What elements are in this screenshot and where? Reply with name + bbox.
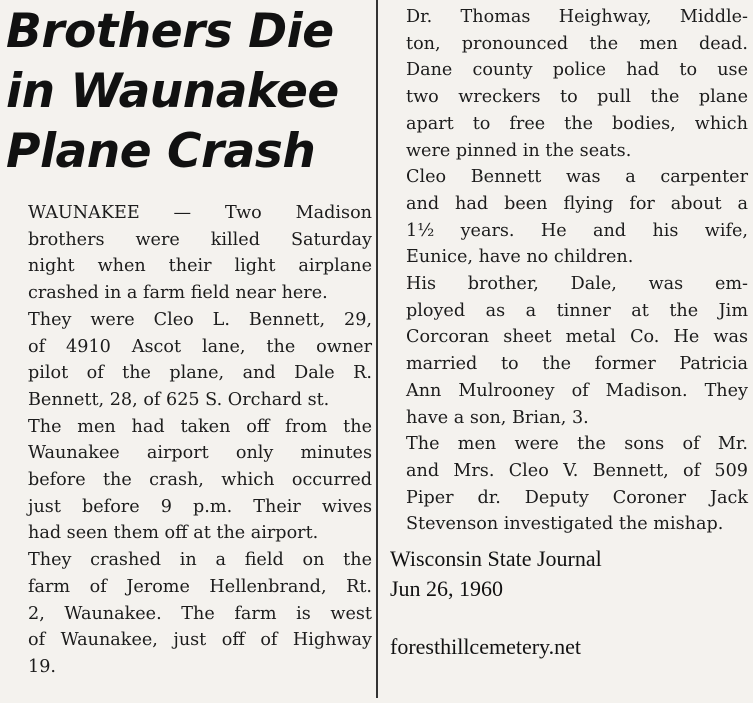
left-article-body <box>6 200 372 681</box>
article-line: Waunakee airport only minutes <box>28 443 372 464</box>
article-line: just before 9 p.m. Their wives <box>28 496 372 517</box>
article-line: before the crash, which occurred <box>28 470 372 491</box>
article-paragraph <box>384 431 748 538</box>
article-line: Dr. Thomas Heighway, Middle- <box>406 7 748 27</box>
article-line: Eunice, have no children. <box>406 247 634 268</box>
left-column <box>6 0 372 703</box>
article-line: Bennett, 28, of 625 S. Orchard st. <box>28 389 330 410</box>
right-article-body <box>384 4 748 538</box>
headline-line: Plane Crash <box>6 124 316 179</box>
article-line: Cleo Bennett was a carpenter <box>406 167 748 188</box>
caption-source: Wisconsin State Journal <box>390 546 602 571</box>
article-paragraph <box>6 547 372 681</box>
article-line: The men were the sons of Mr. <box>406 434 748 455</box>
headline <box>6 2 372 182</box>
article-paragraph <box>6 307 372 414</box>
article-line: Stevenson investigated the mishap. <box>406 514 724 535</box>
article-line: and had been flying for about a <box>406 193 748 214</box>
column-divider <box>376 0 378 698</box>
article-line: Corcoran sheet metal Co. He was <box>406 327 748 348</box>
article-line: crashed in a farm field near here. <box>28 283 328 304</box>
article-line: have a son, Brian, 3. <box>406 407 589 428</box>
headline-line: Brothers Die <box>6 4 334 59</box>
article-line: farm of Jerome Hellenbrand, Rt. <box>28 576 372 597</box>
article-line: Ann Mulrooney of Madison. They <box>406 380 748 401</box>
article-line: of Waunakee, just off of Highway <box>28 630 372 651</box>
headline-line: in Waunakee <box>6 64 339 119</box>
article-line: The men had taken off from the <box>28 416 372 437</box>
article-line: 19. <box>28 656 56 677</box>
article-line: had seen them off at the airport. <box>28 523 319 544</box>
article-line: and Mrs. Cleo V. Bennett, of 509 <box>406 460 748 481</box>
article-line: WAUNAKEE — Two Madison <box>28 203 372 223</box>
article-line: Piper dr. Deputy Coroner Jack <box>406 487 748 508</box>
article-paragraph <box>384 164 748 271</box>
article-line: 1½ years. He and his wife, <box>406 220 748 241</box>
article-line: 2, Waunakee. The farm is west <box>28 603 372 624</box>
article-line: brothers were killed Saturday <box>28 229 372 250</box>
article-line: married to the former Patricia <box>406 354 748 375</box>
article-paragraph <box>6 414 372 548</box>
article-line: were pinned in the seats. <box>406 140 632 161</box>
article-paragraph <box>6 200 372 307</box>
article-line: apart to free the bodies, which <box>406 113 748 134</box>
article-line: His brother, Dale, was em- <box>406 274 748 295</box>
article-line: night when their light airplane <box>28 256 372 277</box>
caption-date: Jun 26, 1960 <box>390 576 504 601</box>
article-paragraph <box>384 4 748 164</box>
article-line: ton, pronounced the men dead. <box>406 33 748 54</box>
article-line: of 4910 Ascot lane, the owner <box>28 336 372 357</box>
article-paragraph <box>384 271 748 431</box>
article-line: Dane county police had to use <box>406 60 748 81</box>
caption-website: foresthillcemetery.net <box>390 634 581 659</box>
article-line: pilot of the plane, and Dale R. <box>28 363 372 384</box>
article-line: They were Cleo L. Bennett, 29, <box>28 309 372 330</box>
article-line: two wreckers to pull the plane <box>406 87 748 108</box>
article-line: ployed as a tinner at the Jim <box>406 300 748 321</box>
article-line: They crashed in a field on the <box>28 550 372 571</box>
